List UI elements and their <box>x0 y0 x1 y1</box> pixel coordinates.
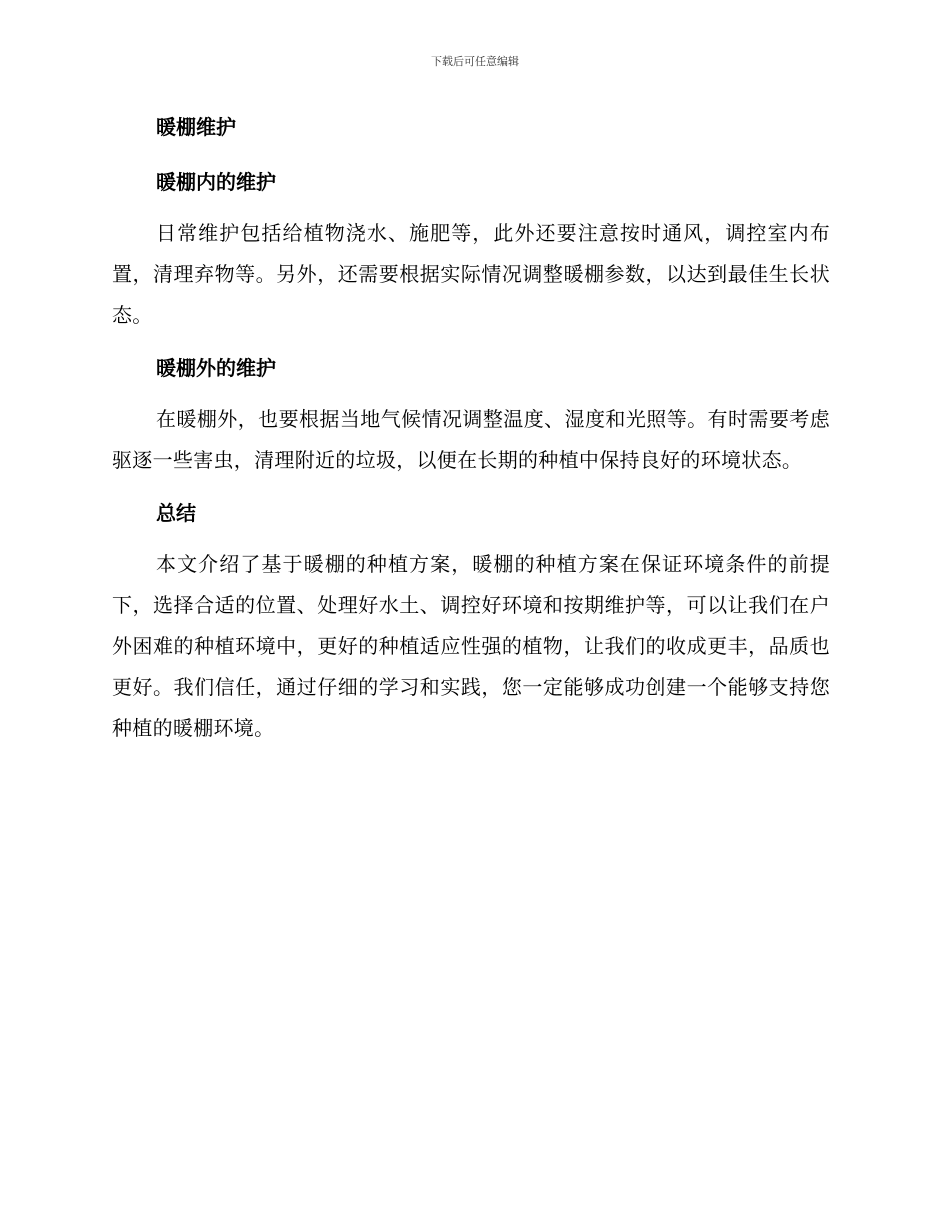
section-heading-inside-maintenance: 暖棚内的维护 <box>156 170 276 194</box>
section-heading-outside-maintenance: 暖棚外的维护 <box>156 356 276 380</box>
section-heading-summary: 总结 <box>156 501 196 525</box>
paragraph-outside-maintenance: 在暖棚外，也要根据当地气候情况调整温度、湿度和光照等。有时需要考虑驱逐一些害虫，清理附近的垃圾，以便在长期的种植中保持良好的环境状态。 <box>112 407 830 472</box>
page-header-note: 下载后可任意编辑 <box>431 55 519 68</box>
document-body <box>112 112 830 749</box>
paragraph-inside-maintenance: 日常维护包括给植物浇水、施肥等，此外还要注意按时通风，调控室内布置，清理弃物等。另外，还需要根据实际情况调整暖棚参数，以达到最佳生长状态。 <box>112 221 830 327</box>
section-title: 暖棚维护 <box>156 115 236 139</box>
paragraph-summary: 本文介绍了基于暖棚的种植方案，暖棚的种植方案在保证环境条件的前提下，选择合适的位置、处理好水土、调控好环境和按期维护等，可以让我们在户外困难的种植环境中，更好的种植适应性强的植物，让我们的收成更丰，品质也更好。我们信任，通过仔细的学习和实践，您一定能够成功创建一个能够支持您种植的暖棚环境。 <box>112 552 830 740</box>
